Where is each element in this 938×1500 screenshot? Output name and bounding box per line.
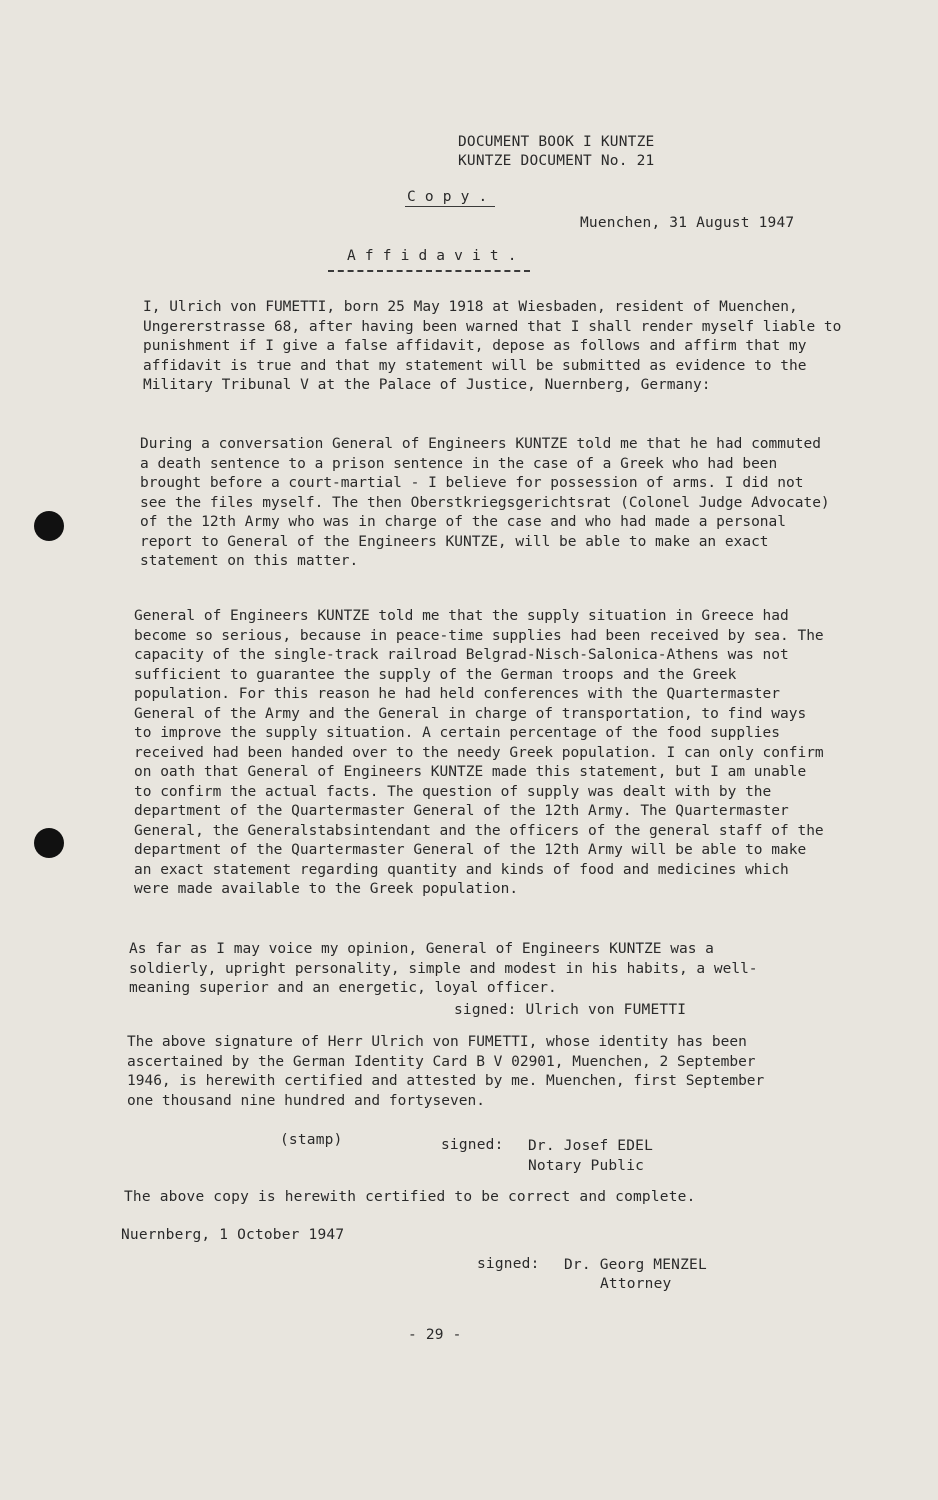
punch-hole	[34, 511, 64, 541]
page-number: - 29 -	[408, 1327, 462, 1343]
paragraph-2: General of Engineers KUNTZE told me that the supply situation in Greece had become so serious, because in peace-time supplies had been received by sea. The capacity of the single-track railroad Belgrad-Nisch-Salonica-Athens was not sufficient to guarantee the supply of the German troops and the Greek population. For this reason he had held conferences with the Quartermaster General of the Army and the General in charge of transportation, to find ways to improve the supply situation. A certain percentage of the food supplies received had been handed over to the needy Greek population. I can only confirm on oath that General of Engineers KUNTZE made this statement, but I am unable to confirm the actual facts. The question of supply was dealt with by the department of the Quartermaster General of the 12th Army. The Quartermaster General, the Generalstabsintendant and the officers of the general staff of the department of the Quartermaster General of the 12th Army will be able to make an exact statement regarding quantity and kinds of food and medicines which were made available to the Greek population.	[134, 608, 824, 897]
place-date: Muenchen, 31 August 1947	[580, 215, 795, 231]
title-underline	[328, 270, 530, 272]
attorney-title: Attorney	[600, 1276, 672, 1292]
certification-place-date: Nuernberg, 1 October 1947	[121, 1227, 345, 1243]
header-line-1: DOCUMENT BOOK I KUNTZE	[458, 134, 655, 150]
notary-name: Dr. Josef EDEL	[528, 1138, 654, 1154]
signature-fumetti: signed: Ulrich von FUMETTI	[454, 1002, 687, 1018]
notary-paragraph: The above signature of Herr Ulrich von FUMETTI, whose identity has been ascertained by the German Identity Card B V 02901, Muenchen, 2 September 1946, is herewith certified and attested by me. Muenchen, first September one thousand nine hundred and fortyseven.	[127, 1034, 765, 1109]
attorney-name: Dr. Georg MENZEL	[564, 1257, 707, 1273]
stamp-label: (stamp)	[280, 1132, 343, 1148]
header-line-2: KUNTZE DOCUMENT No. 21	[458, 153, 655, 169]
paragraph-1: During a conversation General of Engineers KUNTZE told me that he had commuted a death sentence to a prison sentence in the case of a Greek who had been brought before a court-martial - I believe for possession of arms. I did not see the files myself. The then Oberstkriegsgerichtsrat (Colonel Judge Advocate) of the 12th Army who was in charge of the case and who had made a personal report to General of the Engineers KUNTZE, will be able to make an exact statement on this matter.	[140, 436, 830, 569]
punch-hole	[34, 828, 64, 858]
certification-text: The above copy is herewith certified to be correct and complete.	[124, 1189, 696, 1205]
notary-title: Notary Public	[528, 1158, 645, 1174]
paragraph-3: As far as I may voice my opinion, General of Engineers KUNTZE was a soldierly, upright personality, simple and modest in his habits, a well-meaning superior and an energetic, loyal officer.	[129, 941, 758, 996]
document-title: A f f i d a v i t .	[347, 248, 517, 264]
copy-label: C o p y .	[407, 189, 488, 205]
copy-underline	[405, 206, 495, 207]
attorney-signed-label: signed:	[477, 1256, 540, 1272]
intro-paragraph: I, Ulrich von FUMETTI, born 25 May 1918 at Wiesbaden, resident of Muenchen, Ungererstrasse 68, after having been warned that I shall render myself liable to punishment if I give a false affidavit, depose as follows and affirm that my affidavit is true and that my statement will be submitted as evidence to the Military Tribunal V at the Palace of Justice, Nuernberg, Germany:	[143, 299, 842, 393]
notary-signed-label: signed:	[441, 1137, 504, 1153]
